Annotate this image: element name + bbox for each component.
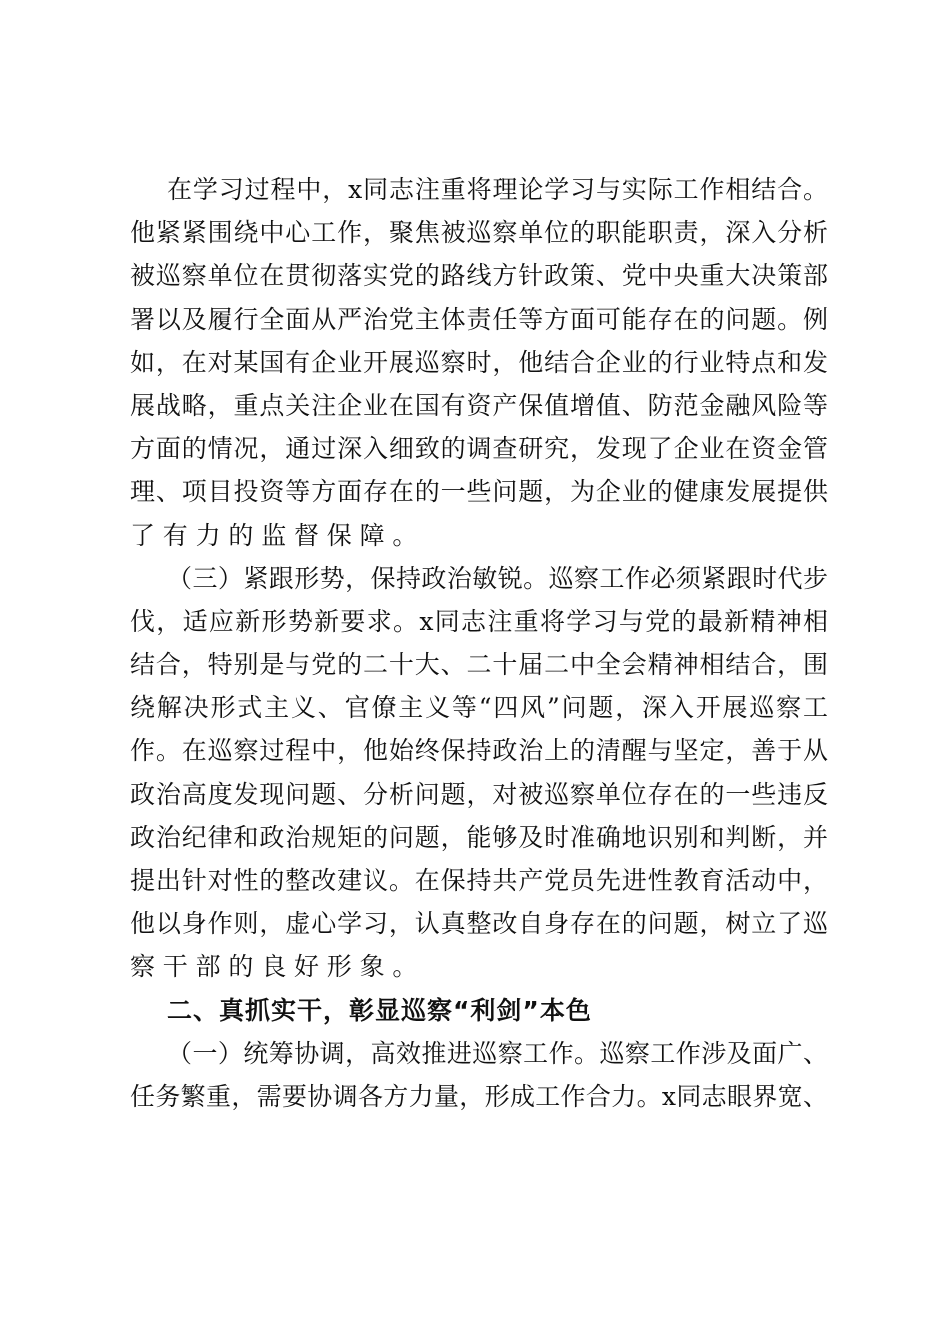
text-line: 作。在巡察过程中，他始终保持政治上的清醒与坚定，善于从 <box>130 736 828 766</box>
text-line: 提出针对性的整改建议。在保持共产党员先进性教育活动中， <box>130 866 828 895</box>
text-line: 政治高度发现问题、分析问题，对被巡察单位存在的一些违反 <box>130 779 828 809</box>
text-line: 理、项目投资等方面存在的一些问题，为企业的健康发展提供 <box>130 477 828 507</box>
text-line: 署以及履行全面从严治党主体责任等方面可能存在的问题。例 <box>130 304 828 334</box>
text-line: 任务繁重，需要协调各方力量，形成工作合力。x同志眼界宽、 <box>130 1081 828 1111</box>
text-line: 方面的情况，通过深入细致的调查研究，发现了企业在资金管 <box>130 434 828 464</box>
text-line: 结合，特别是与党的二十大、二十届二中全会精神相结合，围 <box>130 650 828 680</box>
subsection-heading-line: （三）紧跟形势，保持政治敏锐。巡察工作必须紧跟时代步 <box>167 563 828 593</box>
text-line: 伐，适应新形势新要求。x同志注重将学习与党的最新精神相 <box>130 606 828 636</box>
text-line: 了有力的监督保障。 <box>130 520 426 550</box>
text-line: 展战略，重点关注企业在国有资产保值增值、防范金融风险等 <box>130 390 828 420</box>
document-body <box>130 168 828 1118</box>
text-line: 察干部的良好形象。 <box>130 952 426 982</box>
text-line: 他以身作则，虚心学习，认真整改自身存在的问题，树立了巡 <box>130 909 828 939</box>
text-line: 被巡察单位在贯彻落实党的路线方针政策、党中央重大决策部 <box>130 261 828 291</box>
text-line: 绕解决形式主义、官僚主义等“四风”问题，深入开展巡察工 <box>130 693 828 723</box>
text-line: 政治纪律和政治规矩的问题，能够及时准确地识别和判断，并 <box>130 822 828 852</box>
text-line: 在学习过程中，x同志注重将理论学习与实际工作相结合。 <box>167 175 828 204</box>
subsection-heading-line: （一）统筹协调，高效推进巡察工作。巡察工作涉及面广、 <box>167 1038 828 1068</box>
text-line: 他紧紧围绕中心工作，聚焦被巡察单位的职能职责，深入分析 <box>130 218 828 248</box>
section-heading-text: 二、真抓实干，彰显巡察“利剑”本色 <box>167 995 592 1025</box>
paragraph-coordination <box>130 1032 828 1118</box>
paragraph-theory-practice <box>130 168 828 557</box>
paragraph-political-sensitivity <box>130 557 828 989</box>
section-heading <box>130 989 828 1032</box>
text-line: 如，在对某国有企业开展巡察时，他结合企业的行业特点和发 <box>130 347 828 377</box>
